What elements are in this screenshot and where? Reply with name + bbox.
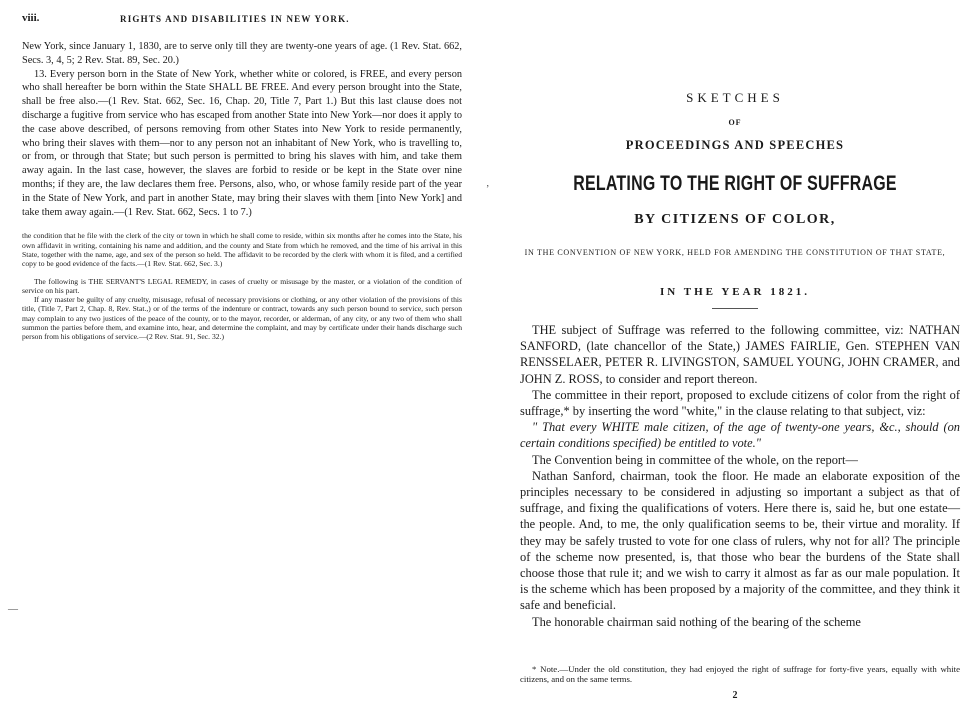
- right-paragraph-2: The committee in their report, proposed to exclude citizens of color from the right of suffrage,* by inserting the word "white," in the clause relating to that subject, viz:: [520, 387, 960, 419]
- left-paragraph-2: 13. Every person born in the State of New York, whether white or colored, is FREE, and every person who shall hereafter be born within the State SHALL BE FREE. And every person brought into the State, shall be free also.—(1 Rev. Stat. 662, Sec. 16, Chap. 20, Title 7, Part 1.) But this last clause does not discharge a fugitive from service who has escaped from another State into New York—nor does it apply to the case above described, of persons removing from other States into New York to reside permanently, who bring their slaves with them—nor to any person not an inhabitant of New York, who is travelling to, or from, or through that State; but such person is permitted to bring his slaves with him, and take them away again. In the last case, however, the slaves are forbid to reside or be kept in the State over nine months; if they are, the law declares them free. Persons, also, who, or whose family reside part of the year in the State of New York, and part in another State, may bring their slaves with them [into New York] and take them away again.—(1 Rev. Stat. 662, Secs. 1 to 7.): [22, 68, 462, 218]
- left-body: [22, 40, 462, 342]
- title-year: IN THE YEAR 1821.: [659, 286, 811, 298]
- right-paragraph-3: The Convention being in committee of the whole, on the report—: [532, 452, 858, 467]
- footnote-text: * Note.—Under the old constitution, they had enjoyed the right of suffrage for forty-five years, equally with white citizens, and on the same terms.: [520, 664, 960, 685]
- note-2-intro: The following is THE SERVANT'S LEGAL REMEDY, in cases of cruelty or misusage by the master, or a violation of the condition of service on his part.: [22, 276, 462, 295]
- margin-mark: ʼ: [486, 184, 490, 195]
- running-title: RIGHTS AND DISABILITIES IN NEW YORK.: [120, 14, 350, 24]
- left-note-1: [22, 231, 462, 268]
- note-2-text: If any master be guilty of any cruelty, misusage, refusal of necessary provisions or clothing, or any other violation of the provisions of this title, (Title 7, Part 2, Chap. 8, Rev. Stat.,) or of the terms of the indenture or contract, towards any such person bound to service, such person may complain to any two justices of the peace of the county, or to the mayor, recorder, or alderman, of any city, or any two of them who shall summon the parties before them, and examine into, hear, and determine the complaint, and may by certificate under their hands discharge such person from his obligations of service.—(2 Rev. Stat. 91, Sec. 32.): [22, 295, 462, 342]
- left-page-number: viii.: [22, 12, 40, 24]
- running-header: [22, 12, 472, 28]
- right-page-number: 2: [732, 690, 738, 701]
- title-main: RELATING TO THE RIGHT OF SUFFRAGE: [573, 172, 897, 195]
- title-divider: [712, 308, 758, 309]
- right-paragraph-1: THE subject of Suffrage was referred to the following committee, viz: NATHAN SANFORD, (late chancellor of the State,) JAMES FAIRLIE, Gen. STEPHEN VAN RENSSELAER, PETER R. LIVINGSTON, SAMUEL YOUNG, JOHN CRAMER, and JOHN Z. ROSS, to consider and report thereon.: [520, 323, 960, 386]
- margin-dash: —: [8, 604, 18, 615]
- note-1-text: the condition that he file with the clerk of the city or town in which he shall come to reside, within six months after he comes into the State, his own affidavit in writing, containing his name and addition, and the county and State from which he removed, and the time of his arrival in this State, together with the name, age, and sex of the person so held. The affidavit to be recorded by the clerk with whom it is filed, and a certified copy to be good evidence of the facts.—(1 Rev. Stat. 662, Sec. 3.): [22, 231, 462, 269]
- right-paragraph-4: Nathan Sanford, chairman, took the floor. He made an elaborate exposition of the principles necessary to be considered in adjusting so important a subject as that of suffrage, and fixing the qualifications of voters. Here there is, said he, but one estate—the people. And, to me, the only qualification seems to be, their virtue and morality. If they may be safely trusted to vote for one class of rulers, why not for all? The principle of the scheme now presented, is, that those who bear the burdens of the State shall choose those that rule it; and we wish to carry it almost as far as our male population. It is the scheme which has been proposed by a majority of the committee, and they think it safe and beneficial.: [520, 468, 960, 613]
- title-by-citizens: BY CITIZENS OF COLOR,: [634, 212, 836, 227]
- title-sketches: SKETCHES: [686, 90, 784, 105]
- left-note-2: [22, 277, 462, 342]
- right-page: [490, 0, 980, 717]
- right-paragraph-5: The honorable chairman said nothing of the bearing of the scheme: [532, 614, 861, 629]
- title-convention: IN THE CONVENTION OF NEW YORK, HELD FOR AMENDING THE CONSTITUTION OF THAT STATE,: [524, 248, 946, 257]
- right-footnote: [520, 664, 960, 685]
- title-proceedings: PROCEEDINGS AND SPEECHES: [625, 138, 845, 152]
- right-body: [520, 322, 960, 630]
- right-quote: " That every WHITE male citizen, of the age of twenty-one years, &c., should (on certain conditions specified) be entitled to vote.": [520, 420, 960, 451]
- title-of: OF: [728, 118, 742, 127]
- left-paragraph-1: New York, since January 1, 1830, are to serve only till they are twenty-one years of age. (1 Rev. Stat. 662, Secs. 3, 4, 5; 2 Rev. Stat. 89, Sec. 20.): [22, 41, 462, 66]
